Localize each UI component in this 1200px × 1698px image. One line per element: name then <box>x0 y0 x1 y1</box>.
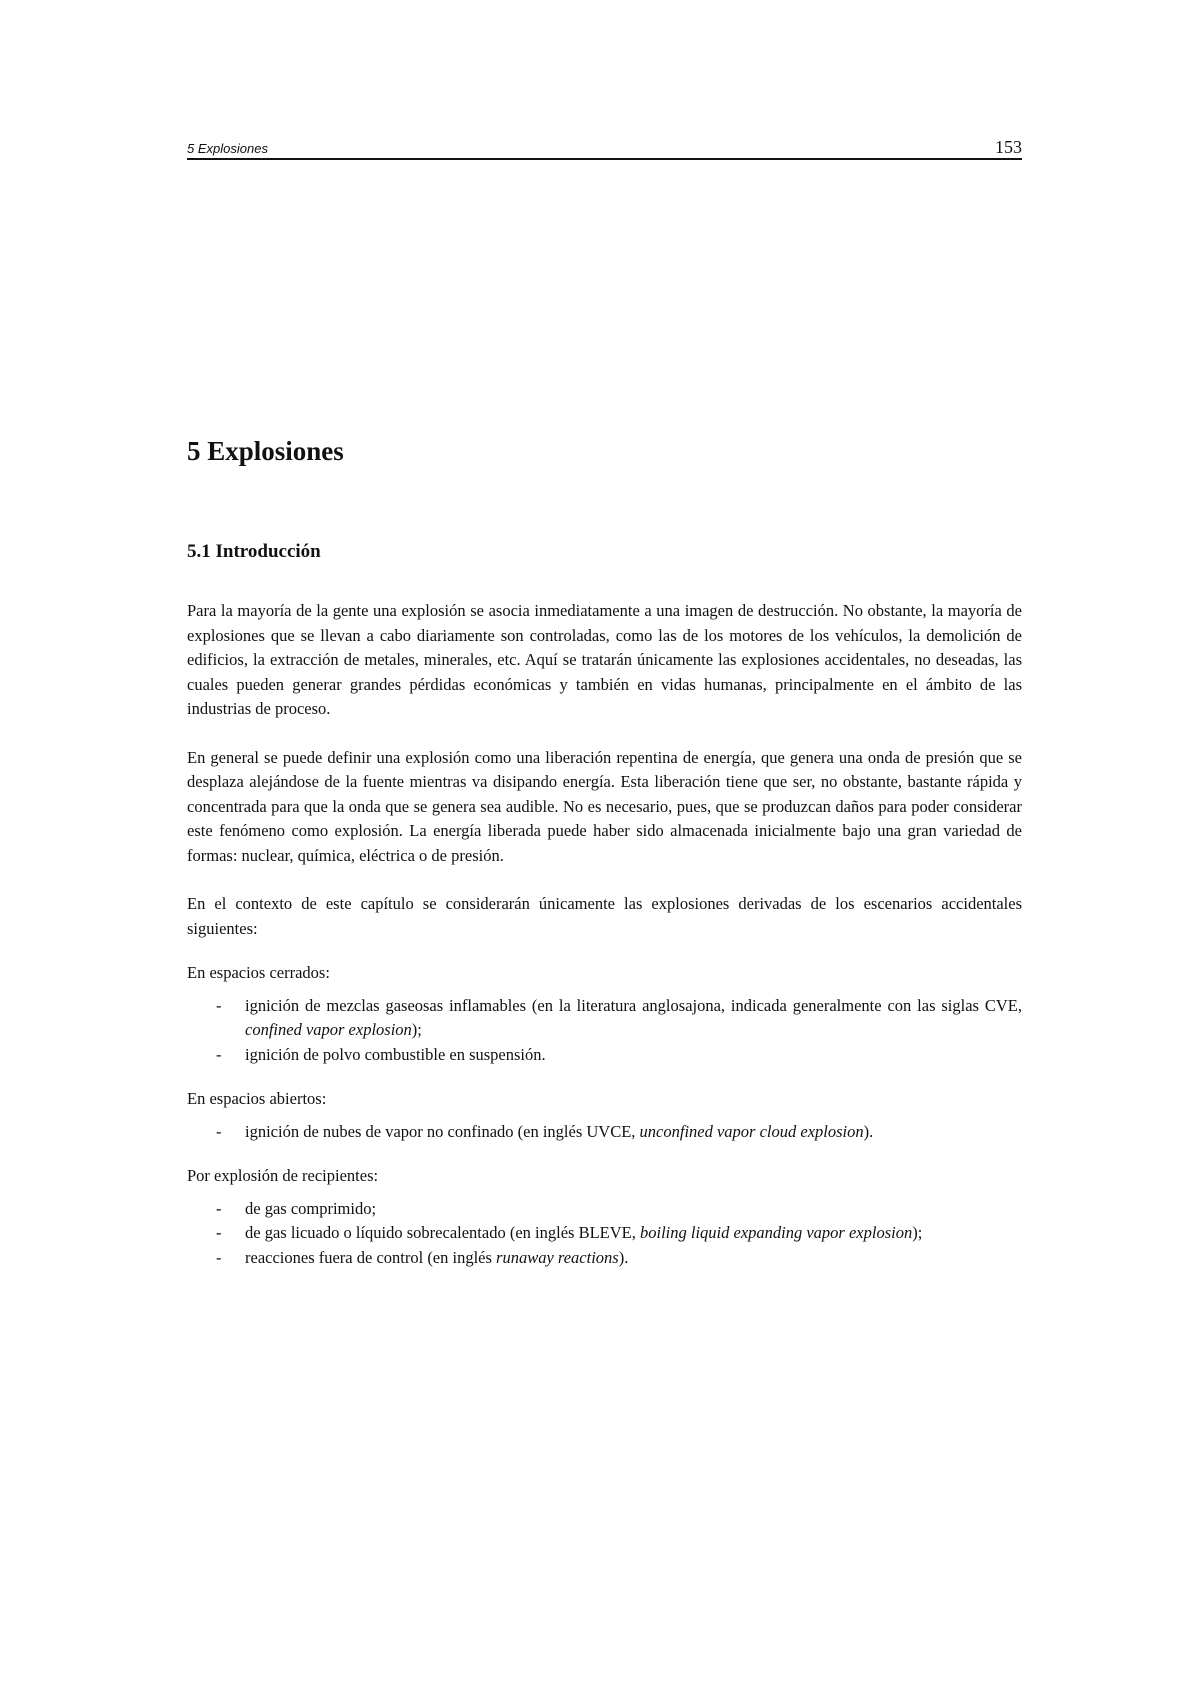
list-item-italic: boiling liquid expanding vapor explosion <box>639 1223 913 1242</box>
open-spaces-label: En espacios abiertos: <box>187 1089 327 1108</box>
closed-spaces-label: En espacios cerrados: <box>187 963 330 982</box>
open-spaces-list <box>187 1120 1022 1145</box>
list-item-end: ); <box>411 1020 422 1039</box>
list-item <box>245 994 1022 1043</box>
list-item <box>245 1043 1022 1068</box>
list-item-text: reacciones fuera de control (en inglés <box>245 1247 497 1267</box>
list-item-italic: runaway reactions <box>496 1247 619 1267</box>
list-item-italic: confined vapor explosion <box>245 1020 412 1039</box>
body-text <box>187 599 1022 1270</box>
list-item-text: ignición de mezclas gaseosas inflamables (en la literatura anglosajona, indicada generalmente con las siglas CVE, <box>245 995 1022 1015</box>
closed-spaces-list <box>187 994 1022 1068</box>
list-item-text: ignición de nubes de vapor no confinado (en inglés UVCE, <box>245 1121 640 1141</box>
section-title: 5.1 Introducción <box>187 541 321 562</box>
running-header <box>187 134 1022 160</box>
list-item-text: ignición de polvo combustible en suspensión. <box>245 1044 546 1064</box>
list-item-end: ); <box>912 1223 923 1242</box>
list-item <box>245 1120 1022 1145</box>
list-item-italic: unconfined vapor cloud explosion <box>639 1121 864 1141</box>
list-item <box>245 1221 1022 1246</box>
vessels-label: Por explosión de recipientes: <box>187 1166 379 1185</box>
list-item-text: de gas comprimido; <box>245 1198 377 1218</box>
paragraph-intro: Para la mayoría de la gente una explosión se asocia inmediatamente a una imagen de destrucción. No obstante, la mayoría de explosiones que se llevan a cabo diariamente son controladas, como las de los motores de los vehículos, la demolición de edificios, la extracción de metales, minerales, etc. Aquí se tratarán únicamente las explosiones accidentales, no deseadas, las cuales pueden generar grandes pérdidas económicas y también en vidas humanas, principalmente en el ámbito de las industrias de proceso. <box>187 601 1022 718</box>
running-header-title: 5 Explosiones <box>187 141 268 156</box>
paragraph-definition: En general se puede definir una explosión como una liberación repentina de energía, que genera una onda de presión que se desplaza alejándose de la fuente mientras va disipando energía. Esta liberación tiene que ser, no obstante, bastante rápida y concentrada para que la onda que se genera sea audible. No es necesario, pues, que se produzcan daños para poder considerar este fenómeno como explosión. La energía liberada puede haber sido almacenada inicialmente bajo una gran variedad de formas: nuclear, química, eléctrica o de presión. <box>187 747 1022 865</box>
list-item-end: ). <box>863 1121 874 1141</box>
list-item-end: ). <box>618 1247 629 1267</box>
chapter-title: 5 Explosiones <box>187 436 344 466</box>
list-item <box>245 1246 1022 1271</box>
page-number: 153 <box>995 137 1022 157</box>
list-item <box>245 1197 1022 1222</box>
vessels-list <box>187 1197 1022 1271</box>
list-item-text: de gas licuado o líquido sobrecalentado (en inglés BLEVE, <box>245 1223 640 1242</box>
paragraph-context: En el contexto de este capítulo se considerarán únicamente las explosiones derivadas de los escenarios accidentales siguientes: <box>187 894 1022 938</box>
